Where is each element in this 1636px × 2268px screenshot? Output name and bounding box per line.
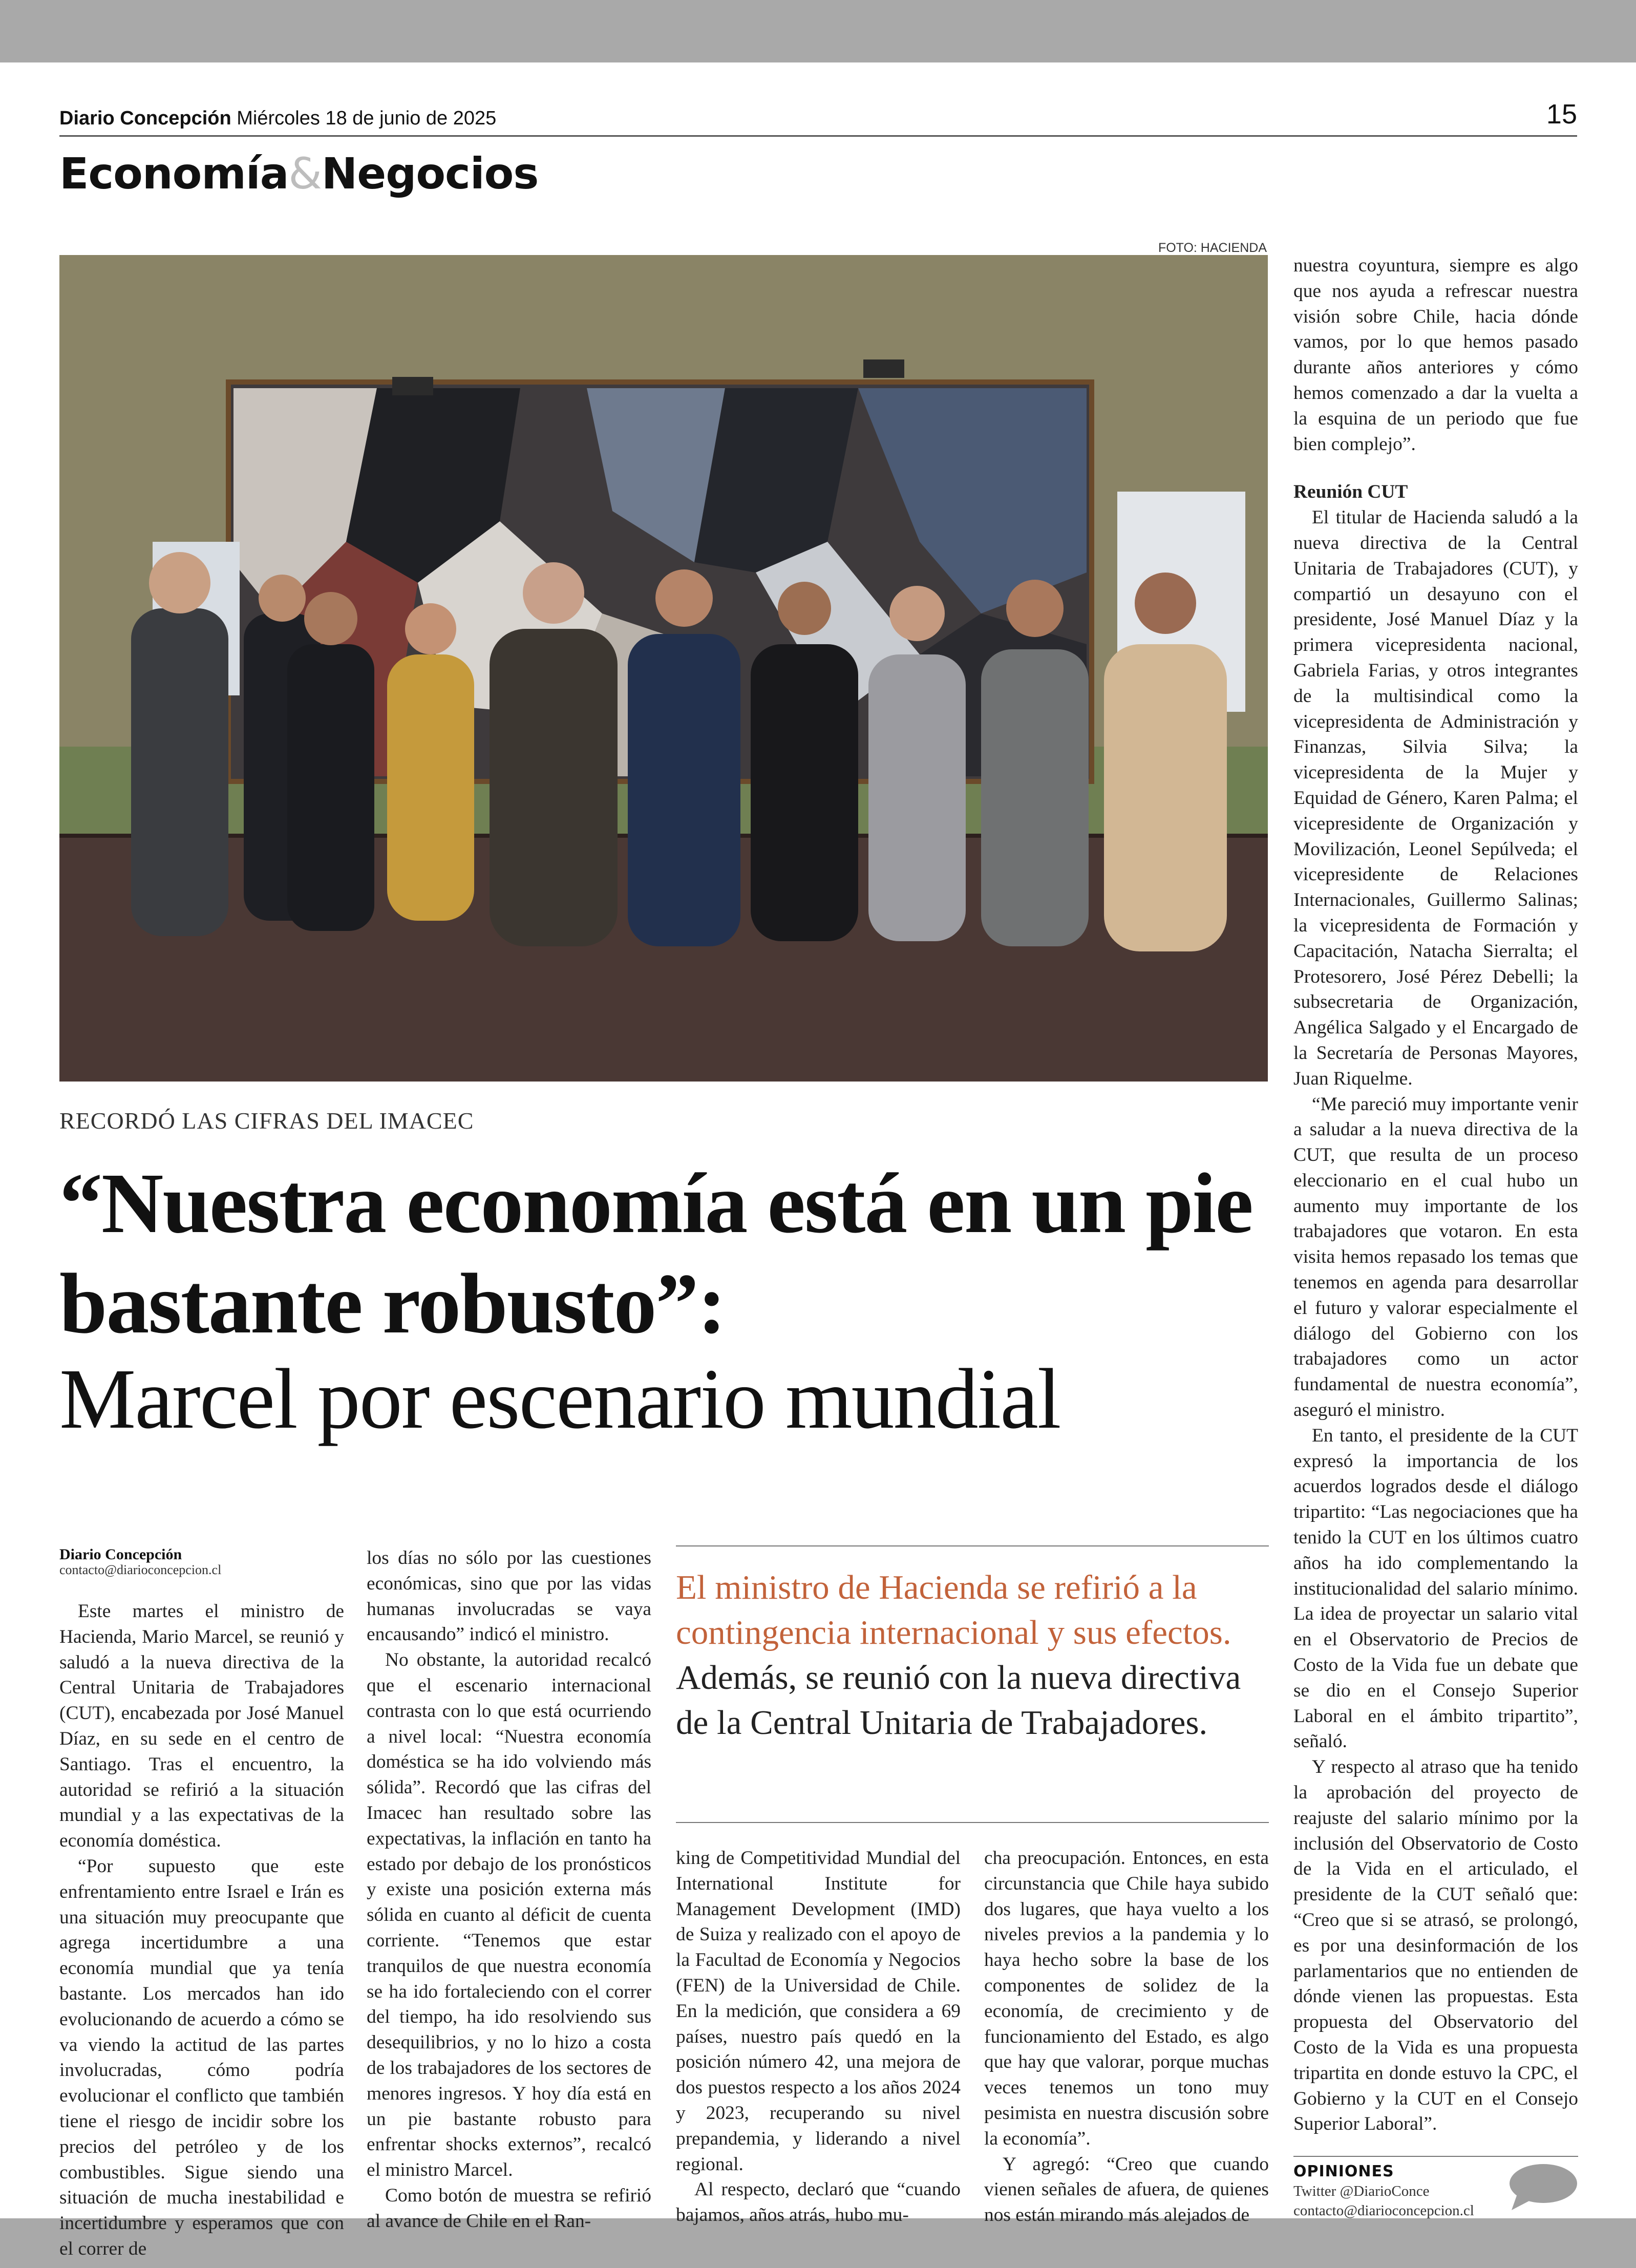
page-number: 15 bbox=[1546, 99, 1577, 130]
byline-name: Diario Concepción bbox=[59, 1546, 182, 1563]
page-header bbox=[59, 108, 496, 130]
opinions-twitter: Twitter @DiarioConce bbox=[1293, 2183, 1430, 2199]
byline bbox=[59, 1546, 344, 1577]
headline: “Nuestra economía está en un pie bastante robusto”: bbox=[59, 1156, 1252, 1351]
issue-date: Miércoles 18 de junio de 2025 bbox=[237, 108, 497, 129]
paragraph: Al respecto, declaró que “cuando bajamos, años atrás, hubo mu- bbox=[676, 2179, 961, 2226]
article-column-1 bbox=[59, 1599, 344, 2262]
headline-secondary: Marcel por escenario mundial bbox=[59, 1351, 1060, 1447]
speech-bubble-icon bbox=[1506, 2163, 1578, 2215]
deck-highlight: El ministro de Hacienda se refirió a la contingencia internacional y sus efectos. bbox=[676, 1568, 1231, 1651]
paragraph: “Por supuesto que este enfrentamiento entre Israel e Irán es una situación muy preocupante que agrega incertidumbre a una economía mundial que ya tenía bastante. Los mercados han ido evolucionando de acuerdo a cómo se va viendo la actitud de las partes involucradas, cómo podría evolucionar el conflicto que también tiene el riesgo de incidir sobre los precios del petróleo y de los combustibles. Sigue siendo una situación de mucha inestabilidad e incertidumbre y esperamos que con el correr de bbox=[59, 1855, 344, 2259]
header-divider bbox=[59, 135, 1577, 137]
paragraph: Y agregó: “Creo que cuando vienen señales de afuera, de quienes nos están mirando más alejados de bbox=[984, 2153, 1269, 2226]
newspaper-page bbox=[0, 62, 1636, 2259]
paragraph: No obstante, la autoridad recalcó que el escenario internacional contrasta con lo que está ocurriendo a nivel local: “Nuestra economía doméstica se ha ido volviendo más sólida”. Recordó que las cifras del Imacec han resultado sobre las expectativas, la inflación en tanto ha estado por debajo de los pronósticos y existe una posición externa más sólida en cuanto al déficit de cuenta corriente. “Tenemos que estar tranquilos de que nuestra economía se ha ido fortaleciendo con el correr del tiempo, ha ido resolviendo sus desequilibrios, y no lo hizo a costa de los trabajadores de los sectores de menores ingresos. Y hoy día está en un pie bastante robusto para enfrentar shocks externos”, recalcó el ministro Marcel. bbox=[367, 1649, 651, 2181]
paragraph: nuestra coyuntura, siempre es algo que nos ayuda a refrescar nuestra visión sobre Chile, hacia dónde vamos, por lo que hemos pasado durante años anteriores y cómo hemos comenzado a dar la vuelta a la esquina de un periodo que fue bien complejo”. bbox=[1293, 255, 1578, 455]
group-photo-illustration bbox=[59, 255, 1268, 1082]
article-column-2 bbox=[367, 1545, 651, 2234]
deck-rest: Además, se reunió con la nueva directiva de la Central Unitaria de Trabajadores. bbox=[676, 1659, 1241, 1742]
section-title-b: Negocios bbox=[321, 149, 539, 199]
paragraph: “Me pareció muy importante venir a saludar a la nueva directiva de la CUT, que resulta de un proceso eleccionario en el cual hubo un aumento muy importante de los trabajadores que votaron. En esta visita hemos repasado los temas que tenemos en agenda para desarrollar el futuro y valorar especialmente el diálogo del Gobierno con los trabajadores como un actor fundamental de nuestra economía”, aseguró el ministro. bbox=[1293, 1093, 1578, 1421]
photo-credit: FOTO: HACIENDA bbox=[1158, 241, 1267, 255]
deck-divider-top bbox=[676, 1545, 1269, 1546]
paragraph: los días no sólo por las cuestiones económicas, sino que por las vidas humanas involucradas se vaya encausando” indicó el ministro. bbox=[367, 1548, 651, 1645]
paragraph: Este martes el ministro de Hacienda, Mario Marcel, se reunió y saludó a la nueva directiva de la Central Unitaria de Trabajadores (CUT), encabezada por José Manuel Díaz, en su sede en el centro de Santiago. Tras el encuentro, la autoridad se refirió a la situación mundial y a las expectativas de la economía doméstica. bbox=[59, 1601, 344, 1852]
opinions-box bbox=[1293, 2162, 1508, 2220]
subheading: Reunión CUT bbox=[1293, 481, 1408, 503]
opinions-divider bbox=[1293, 2156, 1578, 2157]
paragraph: El titular de Hacienda saludó a la nueva directiva de la Central Unitaria de Trabajadores (CUT), y compartió un desayuno con el presidente, José Manuel Díaz y la primera vicepresidenta nacional, Gabriela Farias, y otros integrantes de la multisindical como la vicepresidenta de Administración y Finanzas, Silvia Silva; la vicepresidenta de la Mujer y Equidad de Género, Karen Palma; el vicepresidente de Organización y Movilización, Leonel Sepúlveda; el vicepresidente de Relaciones Internacionales, Guillermo Salinas; la vicepresidenta de Formación y Capacitación, Natacha Sierralta; el Protesorero, José Pérez Debelli; la subsecretaria de Organización, Angélica Salgado y el Encargado de la Secretaría de Personas Mayores, Juan Riquelme. bbox=[1293, 507, 1578, 1089]
section-ampersand: & bbox=[288, 149, 322, 199]
paragraph: Y respecto al atraso que ha tenido la aprobación del proyecto de reajuste del salario mínimo por la inclusión del Observatorio de Costo de la Vida en el articulado, el presidente de la CUT señaló que: “Creo que si se atrasó, se prolongó, es por una desinformación de los parlamentarios que no entienden de dónde vienen las propuestas. Esta propuesta del Observatorio del Costo de la Vida es una propuesta tripartita en donde estuvo la CPC, el Gobierno y la CUT en el Consejo Superior Laboral”. bbox=[1293, 1756, 1578, 2135]
paper-name: Diario Concepción bbox=[59, 108, 231, 129]
byline-email: contacto@diarioconcepcion.cl bbox=[59, 1562, 222, 1577]
article-kicker: RECORDÓ LAS CIFRAS DEL IMACEC bbox=[59, 1108, 474, 1134]
article-column-3 bbox=[676, 1846, 961, 2228]
news-photo bbox=[59, 255, 1268, 1082]
paragraph: cha preocupación. Entonces, en esta circunstancia que Chile haya subido dos lugares, que haya vuelto a los niveles previos a la pandemia y lo haya hecho sobre la base de los componentes de solidez de la economía, de crecimiento y de funcionamiento del Estado, es algo que hay que valorar, porque muchas veces tenemos un tono muy pesimista en nuestra discusión sobre la economía”. bbox=[984, 1848, 1269, 2149]
article-column-4 bbox=[984, 1846, 1269, 2228]
paragraph: king de Competitividad Mundial del International Institute for Management Development (IMD) de Suiza y realizado con el apoyo de la Facultad de Economía y Negocios (FEN) de la Universidad de Chile. En la medición, que considera a 69 países, nuestro país quedó en la posición número 42, una mejora de dos puestos respecto a los años 2024 y 2023, recuperando su nivel prepandemia, y liderando a nivel regional. bbox=[676, 1848, 961, 2175]
opinions-email: contacto@diarioconcepcion.cl bbox=[1293, 2202, 1474, 2219]
paragraph: Como botón de muestra se refirió al avance de Chile en el Ran- bbox=[367, 2185, 651, 2232]
section-title-a: Economía bbox=[59, 149, 289, 199]
deck-divider-bottom bbox=[676, 1822, 1269, 1823]
opinions-title: OPINIONES bbox=[1293, 2163, 1394, 2180]
group-of-people bbox=[131, 552, 1227, 951]
paragraph: En tanto, el presidente de la CUT expresó la importancia de los acuerdos logrados desde el diálogo tripartito: “Las negociaciones que ha tenido la CUT en los últimos cuatro años ha ido complementando la institucionalidad del salario mínimo. La idea de proyectar un salario vital en el Observatorio de Precios de Costo de la Vida fue un debate que se dio en el Consejo Superior Laboral en el ámbito tripartito”, señaló. bbox=[1293, 1425, 1578, 1752]
article-column-5 bbox=[1293, 253, 1578, 2137]
section-title bbox=[59, 149, 538, 199]
article-deck bbox=[676, 1565, 1275, 1745]
